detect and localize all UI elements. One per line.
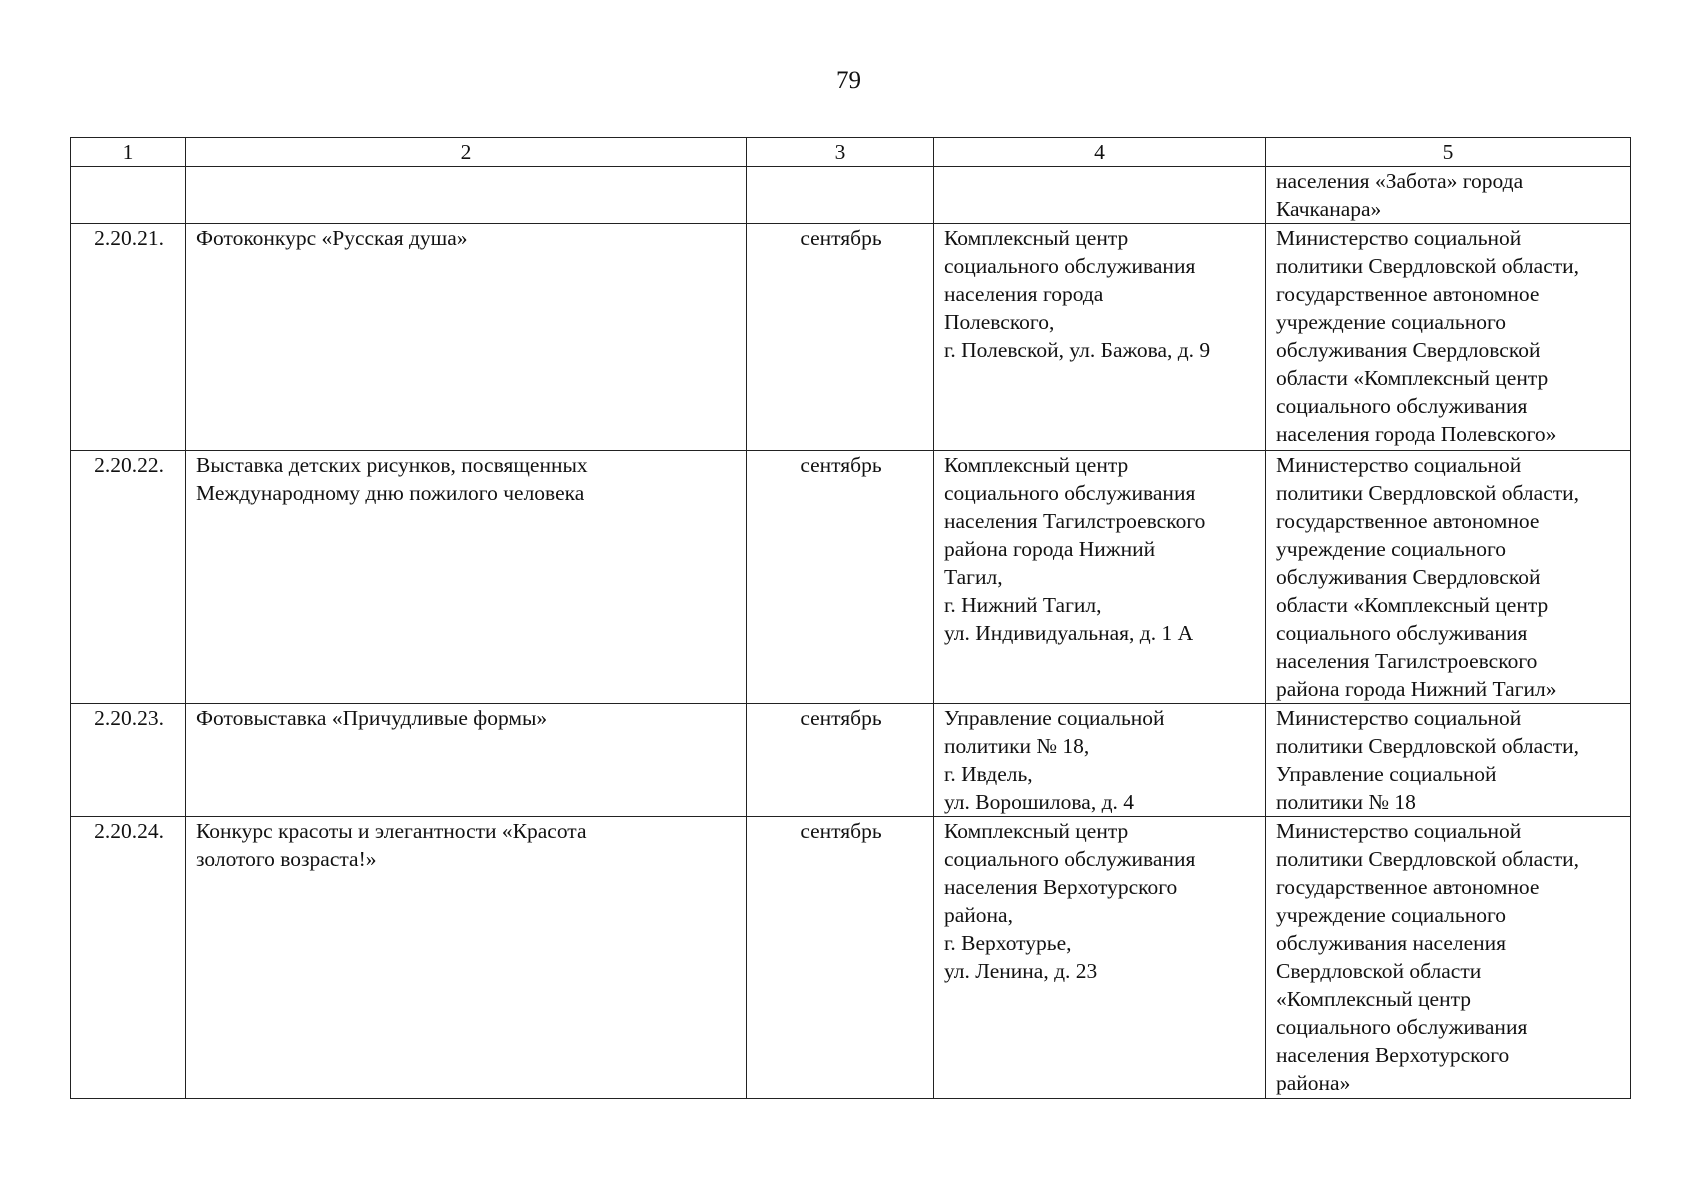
table-row <box>71 167 1631 224</box>
venue-cell: Комплексный центр социального обслуживания населения города Полевского, г. Полевской, ул. Бажова, д. 9 <box>934 224 1266 451</box>
event-name-cell <box>186 167 747 224</box>
organizer-cell: населения «Забота» города Качканара» <box>1266 167 1631 224</box>
event-name-cell: Конкурс красоты и элегантности «Красота золотого возраста!» <box>186 817 747 1099</box>
event-name-cell: Фотовыставка «Причудливые формы» <box>186 704 747 817</box>
row-number-cell: 2.20.24. <box>71 817 186 1099</box>
date-cell: сентябрь <box>747 224 934 451</box>
venue-cell: Комплексный центр социального обслуживания населения Верхотурского района, г. Верхотурье, ул. Ленина, д. 23 <box>934 817 1266 1099</box>
organizer-cell: Министерство социальной политики Свердловской области, государственное автономное учреждение социального обслуживания населения Свердловской области «Комплексный центр социального обслуживания населения Верхотурского района» <box>1266 817 1631 1099</box>
organizer-cell: Министерство социальной политики Свердловской области, Управление социальной политики № 18 <box>1266 704 1631 817</box>
venue-cell: Комплексный центр социального обслуживания населения Тагилстроевского района города Нижний Тагил, г. Нижний Тагил, ул. Индивидуальная, д. 1 А <box>934 451 1266 704</box>
page-number: 79 <box>836 67 861 94</box>
table-row <box>71 704 1631 817</box>
column-header-4: 4 <box>934 138 1266 167</box>
organizer-cell: Министерство социальной политики Свердловской области, государственное автономное учреждение социального обслуживания Свердловской области «Комплексный центр социального обслуживания населения Тагилстроевского района города Нижний Тагил» <box>1266 451 1631 704</box>
date-cell: сентябрь <box>747 817 934 1099</box>
row-number-cell <box>71 167 186 224</box>
date-cell <box>747 167 934 224</box>
column-header-2: 2 <box>186 138 747 167</box>
column-header-5: 5 <box>1266 138 1631 167</box>
organizer-cell: Министерство социальной политики Свердловской области, государственное автономное учреждение социального обслуживания Свердловской области «Комплексный центр социального обслуживания населения города Полевского» <box>1266 224 1631 451</box>
row-number-cell: 2.20.22. <box>71 451 186 704</box>
column-header-1: 1 <box>71 138 186 167</box>
row-number-cell: 2.20.21. <box>71 224 186 451</box>
event-name-cell: Выставка детских рисунков, посвященных Международному дню пожилого человека <box>186 451 747 704</box>
table-row <box>71 224 1631 451</box>
table-row <box>71 451 1631 704</box>
header-row <box>71 138 1631 167</box>
venue-cell <box>934 167 1266 224</box>
date-cell: сентябрь <box>747 704 934 817</box>
events-table <box>70 137 1631 1099</box>
column-header-3: 3 <box>747 138 934 167</box>
row-number-cell: 2.20.23. <box>71 704 186 817</box>
table-row <box>71 817 1631 1099</box>
date-cell: сентябрь <box>747 451 934 704</box>
event-name-cell: Фотоконкурс «Русская душа» <box>186 224 747 451</box>
venue-cell: Управление социальной политики № 18, г. Ивдель, ул. Ворошилова, д. 4 <box>934 704 1266 817</box>
